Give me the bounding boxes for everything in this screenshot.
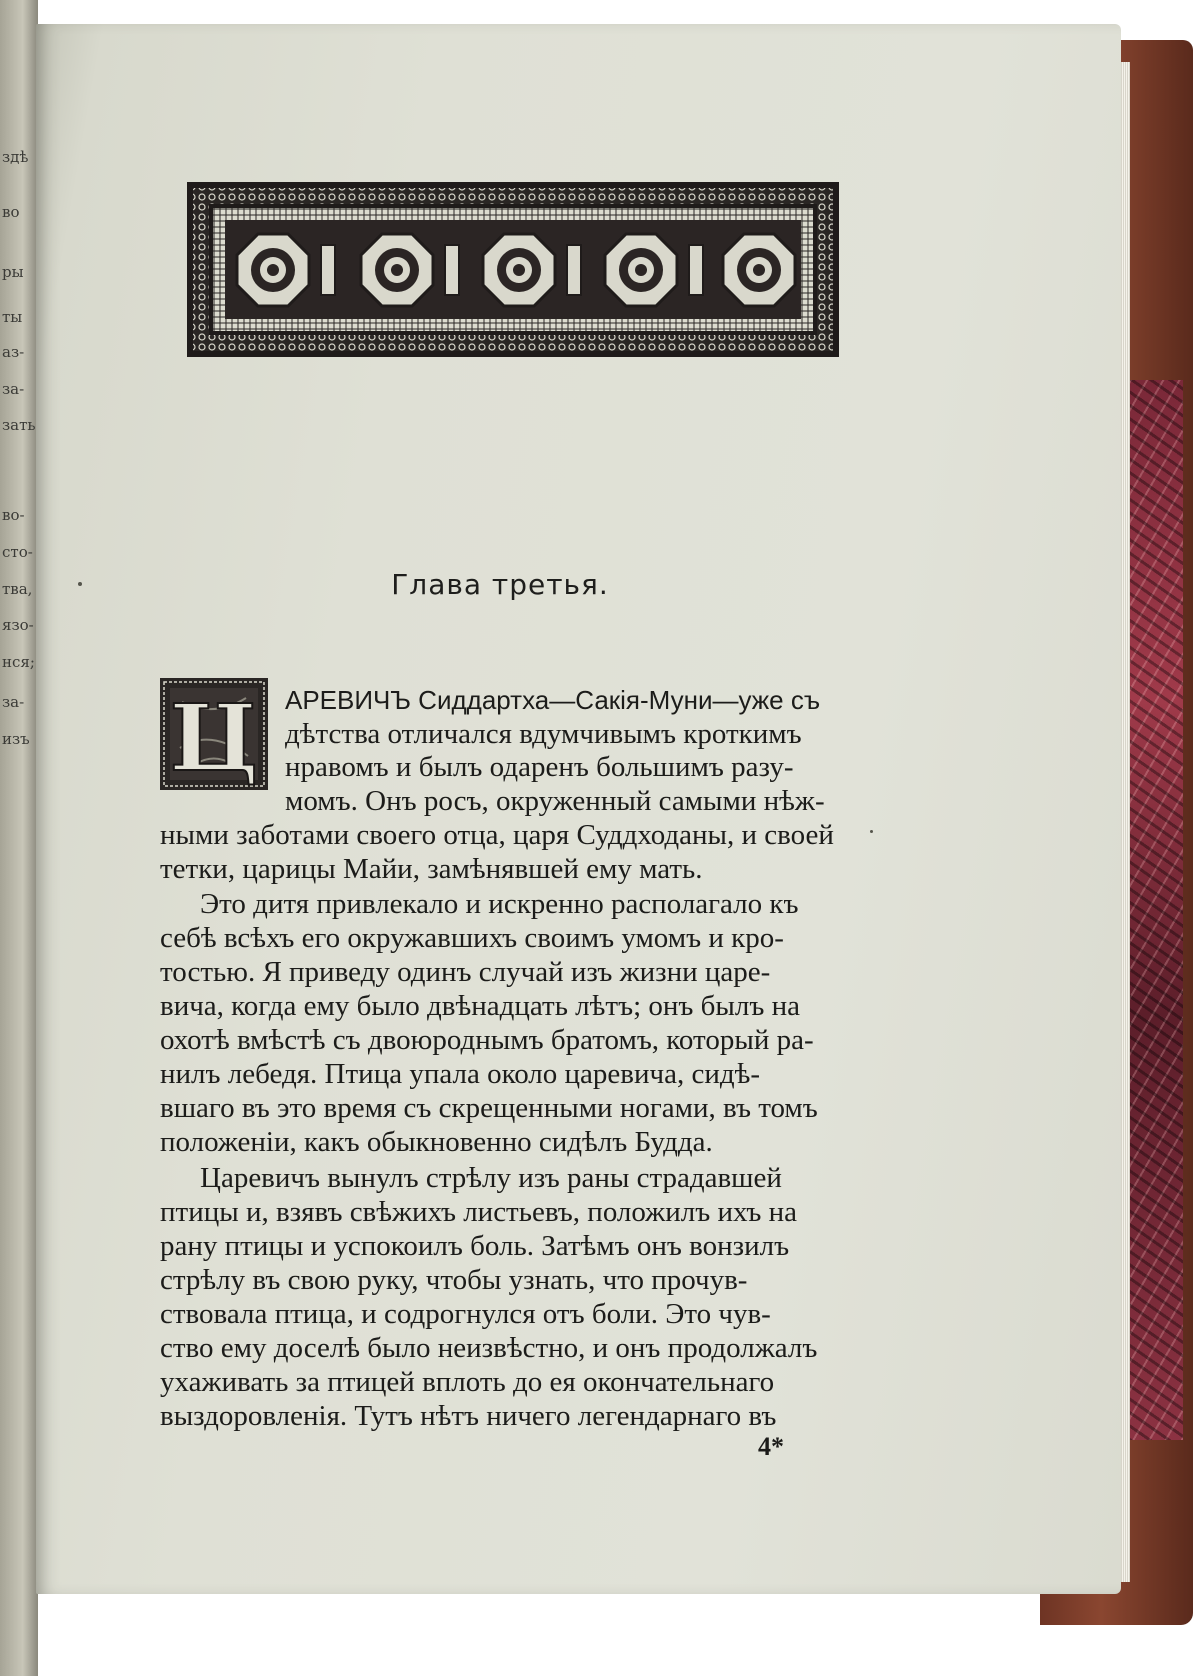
page-number: 4* (758, 1432, 784, 1461)
left-fragment: во (2, 203, 20, 221)
text-line: птицы и, взявъ свѣжихъ листьевъ, положилъ ихъ на (160, 1196, 798, 1228)
text-line: Это дитя привлекало и искренно располагало къ (200, 888, 799, 920)
left-fragment: зать (2, 416, 36, 434)
left-fragment: здѣ (2, 148, 29, 166)
text-line: ствовала птица, и содрогнулся отъ боли. Это чув- (160, 1298, 771, 1330)
left-fragment: аз- (2, 343, 25, 361)
text-line: себѣ всѣхъ его окружавшихъ своимъ умомъ и кро- (160, 922, 784, 954)
text-line: вича, когда ему было двѣнадцать лѣтъ; онъ былъ на (160, 990, 800, 1022)
text-line: положеніи, какъ обыкновенно сидѣлъ Будда. (160, 1126, 713, 1158)
text-line: тостью. Я приведу одинъ случай изъ жизни царе- (160, 956, 771, 988)
decorative-initial (160, 678, 268, 790)
left-fragment: ры (2, 263, 24, 281)
text-line: охотѣ вмѣстѣ съ двоюроднымъ братомъ, который ра- (160, 1024, 814, 1056)
text-line: дѣтства отличался вдумчивымъ кроткимъ (285, 718, 802, 750)
ornamental-headpiece (187, 182, 839, 357)
text-line: нравомъ и былъ одаренъ большимъ разу- (285, 751, 794, 783)
left-fragment: во- (2, 506, 25, 524)
paper-speck (870, 830, 873, 833)
text-line: ухаживать за птицей вплоть до ея окончательнаго (160, 1366, 775, 1398)
left-fragment: за- (2, 380, 25, 398)
left-fragment: ты (2, 308, 23, 326)
paper-speck (78, 582, 82, 586)
chapter-title: Глава третья. (391, 568, 609, 601)
text-line: рану птицы и успокоилъ боль. Затѣмъ онъ вонзилъ (160, 1230, 790, 1262)
left-fragment: нся; (2, 653, 35, 671)
text-line: ство ему доселѣ было неизвѣстно, и онъ продолжалъ (160, 1332, 818, 1364)
left-fragment: изъ (2, 730, 30, 748)
text-line: вшаго въ это время съ скрещенными ногами, въ томъ (160, 1092, 818, 1124)
left-fragment: за- (2, 693, 25, 711)
text-line: момъ. Онъ росъ, окруженный самыми нѣж- (285, 785, 825, 817)
text-line: нилъ лебедя. Птица упала около царевича, сидѣ- (160, 1058, 761, 1090)
text-line: выздоровленія. Тутъ нѣтъ ничего легендарнаго въ (160, 1400, 777, 1432)
text-line: АРЕВИЧЪ Сиддартха—Сакія-Муни—уже съ (285, 685, 821, 715)
text-line: тетки, царицы Майи, замѣнявшей ему мать. (160, 853, 703, 885)
dropcap-letter: Ц (169, 684, 259, 790)
text-line: стрѣлу въ свою руку, чтобы узнать, что прочув- (160, 1264, 748, 1296)
left-fragment: тва, (2, 580, 33, 598)
left-fragment: язо- (2, 616, 34, 634)
text-line: ными заботами своего отца, царя Суддходаны, и своей (160, 819, 834, 851)
left-fragment: сто- (2, 543, 33, 561)
left-page-edge (0, 0, 38, 1676)
marbled-endpaper (1128, 380, 1183, 1440)
text-line: Царевичъ вынулъ стрѣлу изъ раны страдавшей (200, 1162, 782, 1194)
